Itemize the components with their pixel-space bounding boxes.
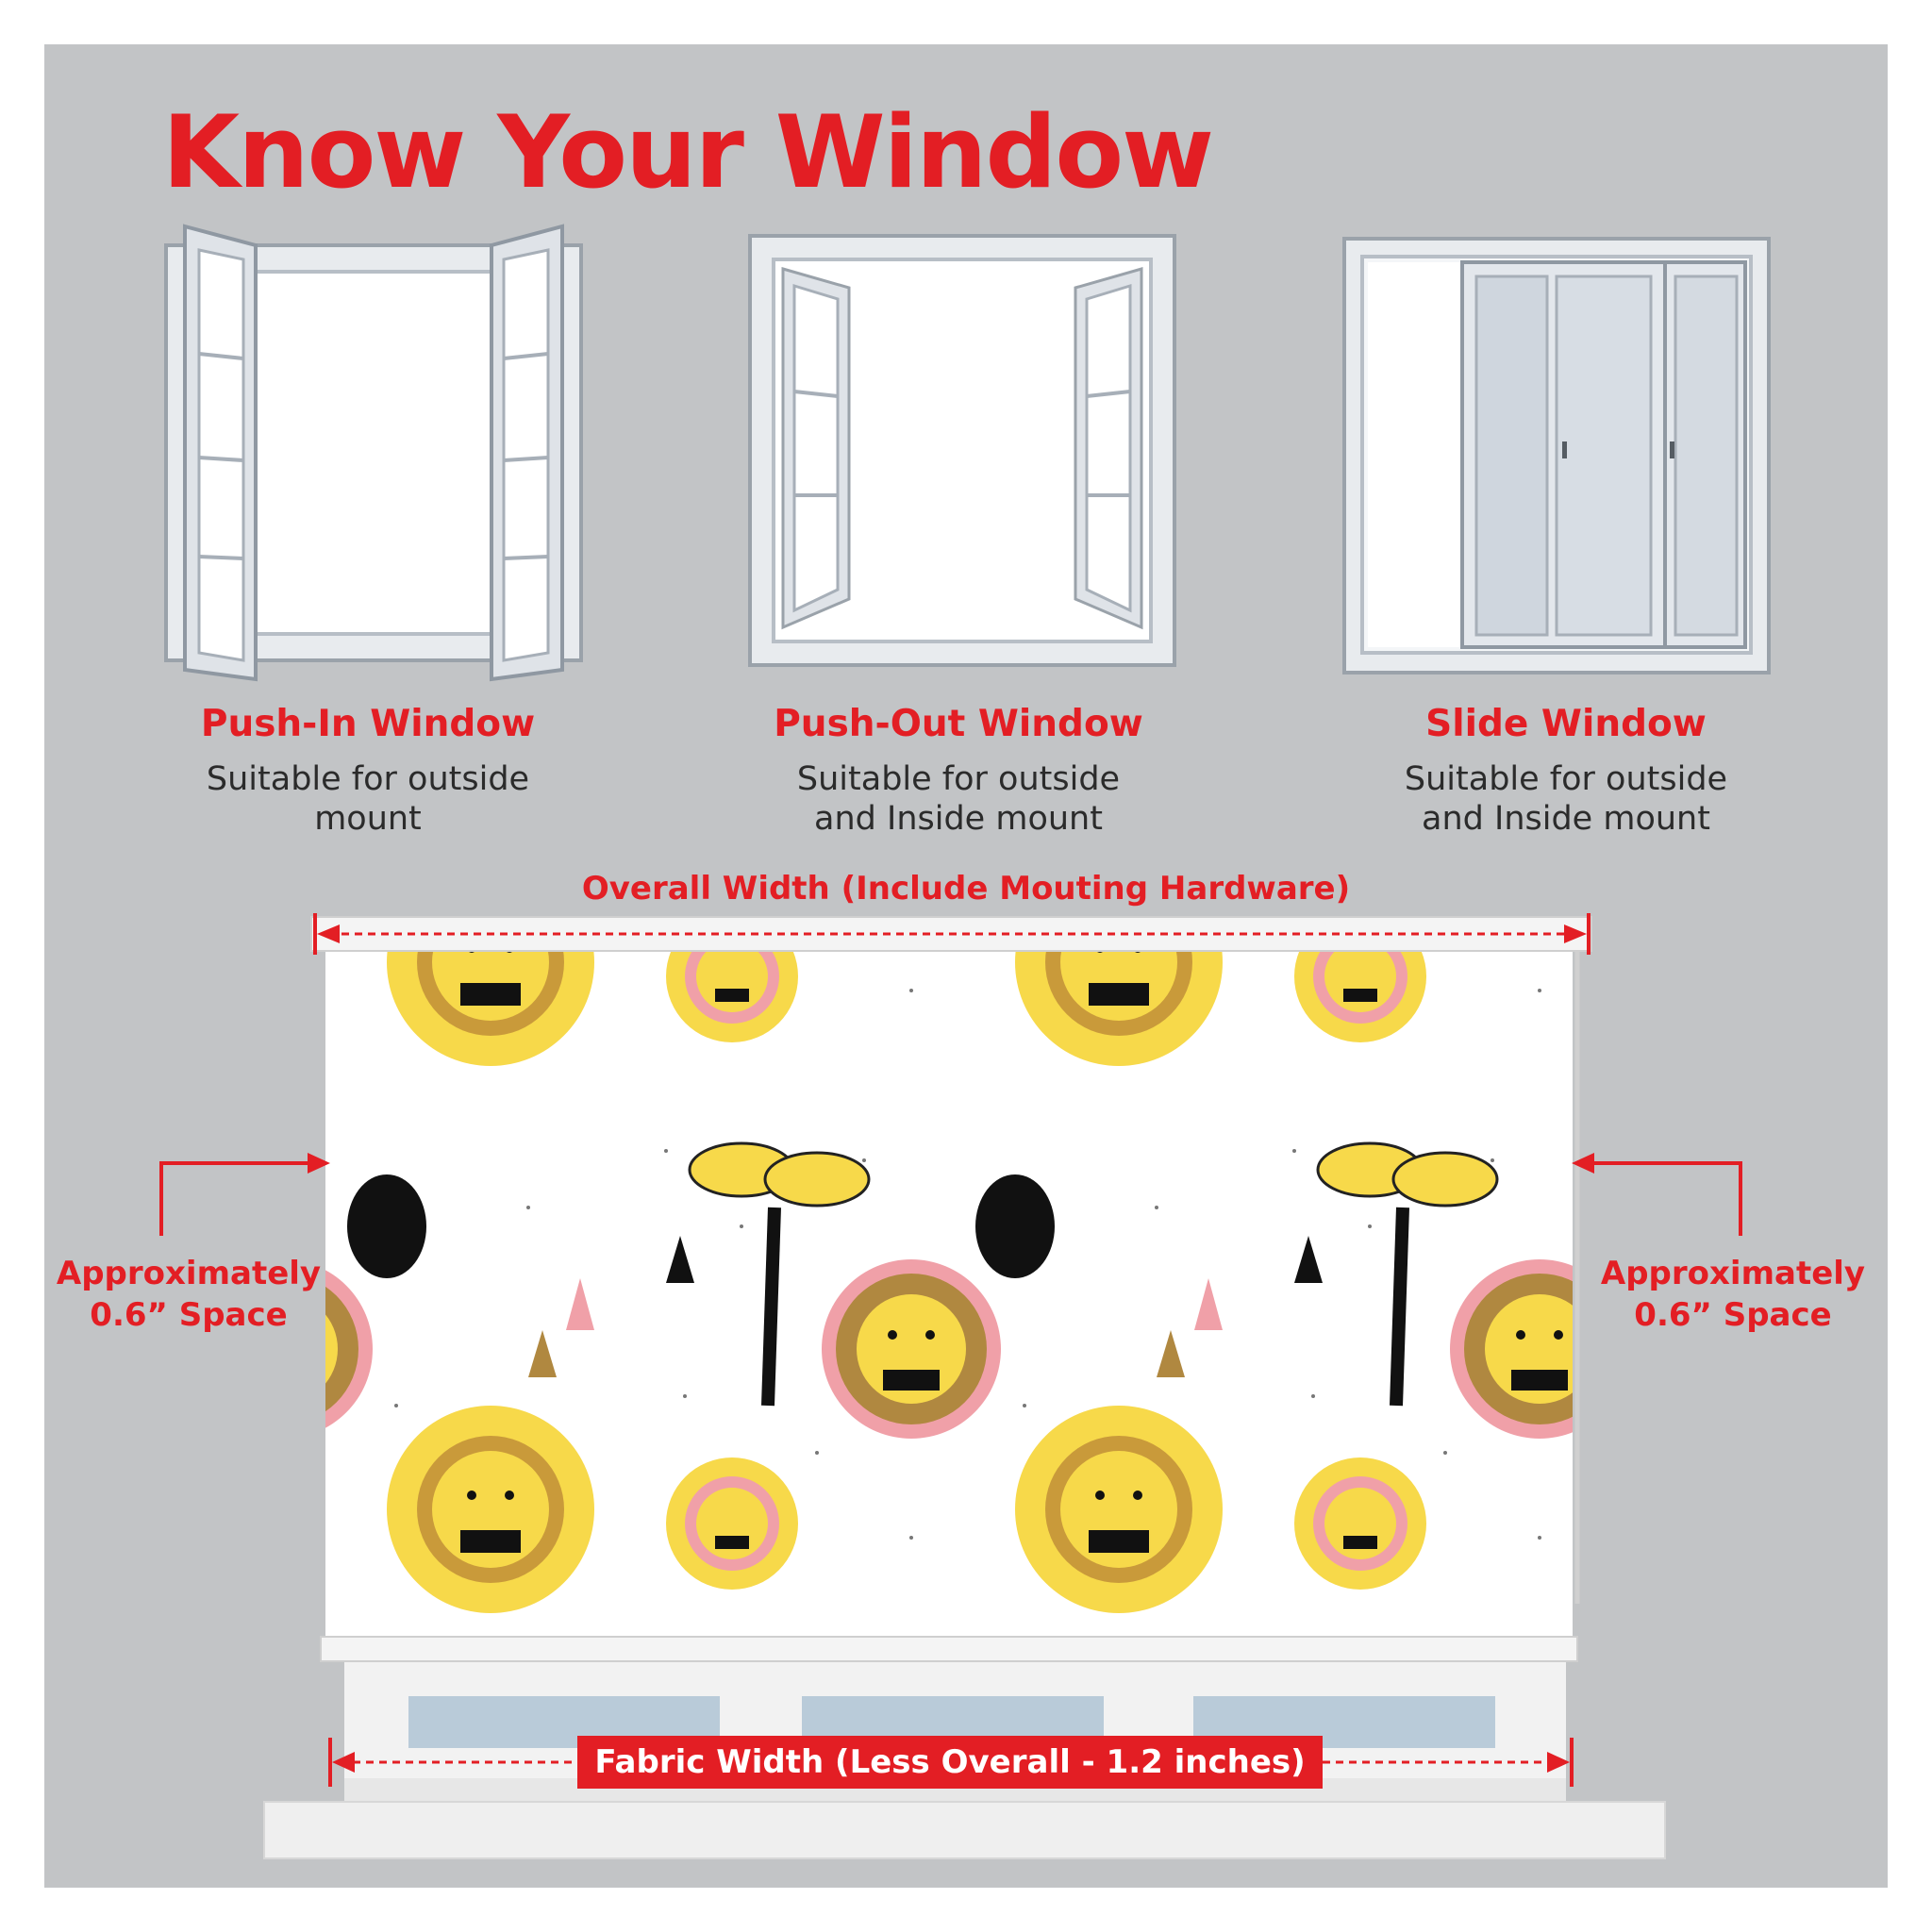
push-out-window-label: Push-Out Window [774, 703, 1143, 745]
right-space-line2: 0.6” Space [1634, 1296, 1832, 1334]
slide-window-label: Slide Window [1425, 703, 1707, 745]
left-space-line1: Approximately [56, 1255, 322, 1292]
overall-width-label: Overall Width (Include Mouting Hardware) [581, 870, 1351, 908]
push-in-window-desc-line2: mount [314, 800, 422, 838]
fabric-width-label: Fabric Width (Less Overall - 1.2 inches) [577, 1736, 1323, 1789]
push-out-window-desc-line2: and Inside mount [814, 800, 1103, 838]
push-in-window-desc-line1: Suitable for outside [206, 760, 530, 798]
right-space-line1: Approximately [1600, 1255, 1866, 1292]
left-space-line2: 0.6” Space [90, 1296, 288, 1334]
push-out-window-desc-line1: Suitable for outside [796, 760, 1121, 798]
page-title: Know Your Window [162, 94, 1213, 210]
slide-window-desc-line1: Suitable for outside [1404, 760, 1728, 798]
push-in-window-label: Push-In Window [200, 703, 536, 745]
slide-window-desc-line2: and Inside mount [1422, 800, 1710, 838]
